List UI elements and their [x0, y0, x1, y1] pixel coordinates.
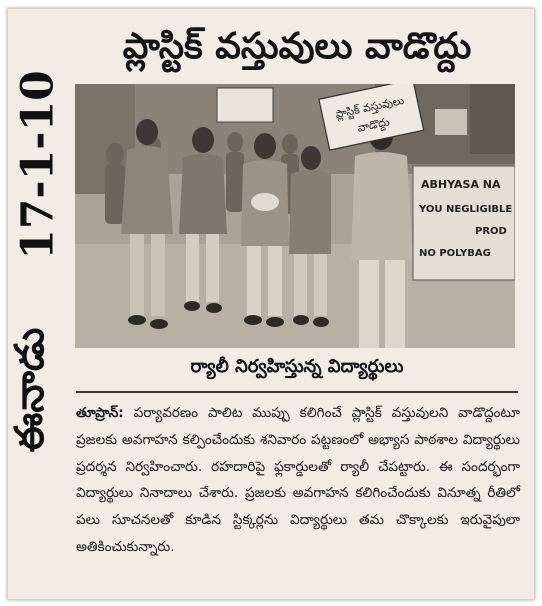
article-text: పర్యావరణం పాలిట ముప్పు కలిగించే ప్లాస్టిక్ వస్తువులని వాడొద్దంటూ ప్రజలకు అవగాహన కల్పించేందుకు శనివారం పట్టణంలో అభ్యాస పాఠశాల విద్యార్థులు ప్రదర్శన నిర్వహించారు. రహదారిపై ఫ్లకార్డులతో ర్యాలీ చేపట్టారు. ఈ సందర్భంగా విద్యార్థులు నినాదాలు చేశారు. ప్రజలకు అవగాహన కలిగించేందుకు వినూత్న రీతిలో పలు సూచనలతో కూడిన స్టిక్కర్లను విద్యార్థులు తమ చొక్కాలకు ఇరువైపులా అతికించుకున్నారు. — [76, 405, 521, 555]
placard-text-line2: వాడొద్దు — [356, 115, 391, 135]
photo-caption: ర్యాలీ నిర్వహిస్తున్న విద్యార్థులు — [190, 356, 404, 377]
handwritten-date — [12, 70, 64, 260]
banner-text-line3: PROD — [475, 226, 507, 237]
banner-text-line1: ABHYASA NA — [421, 178, 501, 191]
section-divider — [76, 391, 518, 393]
headline: ప్లాస్టిక్ వస్తువులు వాడొద్దు — [122, 26, 472, 67]
article-dateline: తూప్రాన్: — [76, 405, 124, 421]
handwritten-date-text: 17-1-10 — [12, 70, 64, 260]
article-paragraph — [76, 400, 520, 561]
banner-text-line2: YOU NEGLIGIBLE — [419, 204, 513, 215]
article-body — [76, 400, 520, 590]
handwritten-source — [7, 285, 60, 495]
rally-photo-image — [75, 84, 515, 348]
handwritten-source-text: ఈనాడు — [7, 327, 53, 453]
placard-text-line1: ప్లాస్టిక్ వస్తువులు — [334, 93, 406, 121]
rally-photo — [75, 84, 515, 348]
banner-text-line4: NO POLYBAG — [419, 248, 491, 259]
